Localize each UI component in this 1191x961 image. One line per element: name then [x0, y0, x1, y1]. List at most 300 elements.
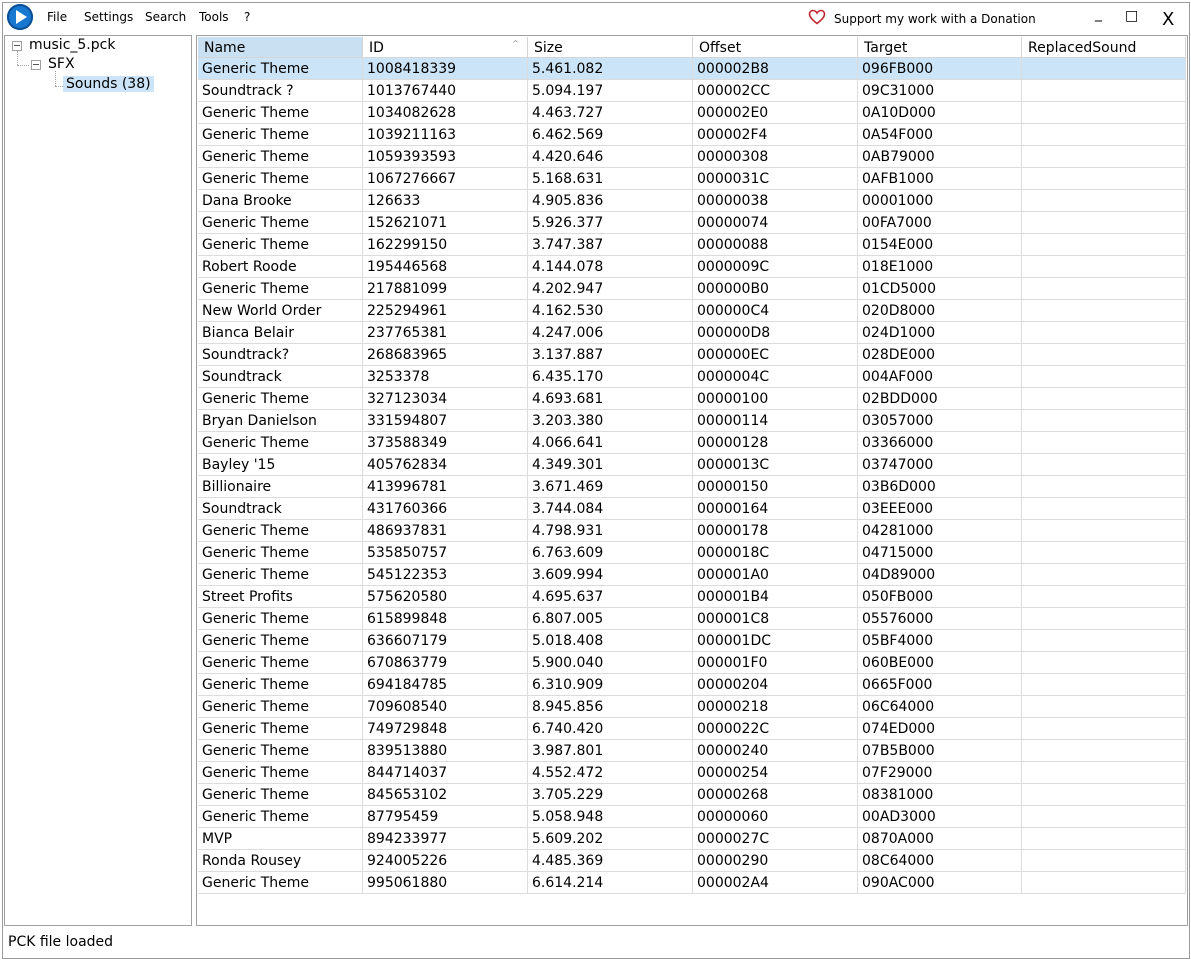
cell-id: 1039211163 [363, 124, 528, 146]
cell-name: Generic Theme [198, 102, 363, 124]
cell-id: 162299150 [363, 234, 528, 256]
cell-id: 839513880 [363, 740, 528, 762]
cell-offset: 0000022C [693, 718, 858, 740]
cell-size: 3.747.387 [528, 234, 693, 256]
table-row[interactable] [198, 630, 1186, 652]
table-row[interactable] [198, 520, 1186, 542]
cell-size: 5.900.040 [528, 652, 693, 674]
cell-offset: 0000004C [693, 366, 858, 388]
cell-id: 995061880 [363, 872, 528, 894]
cell-name: Soundtrack? [198, 344, 363, 366]
cell-offset: 00000114 [693, 410, 858, 432]
cell-id: 535850757 [363, 542, 528, 564]
cell-size: 5.609.202 [528, 828, 693, 850]
cell-target: 09C31000 [858, 80, 1022, 102]
cell-size: 4.066.641 [528, 432, 693, 454]
cell-id: 195446568 [363, 256, 528, 278]
cell-id: 545122353 [363, 564, 528, 586]
table-row[interactable] [198, 542, 1186, 564]
cell-target: 05576000 [858, 608, 1022, 630]
cell-size: 6.310.909 [528, 674, 693, 696]
cell-size: 4.349.301 [528, 454, 693, 476]
table-body [198, 58, 1186, 894]
cell-replacedsound [1022, 564, 1186, 586]
tree-item-sounds[interactable]: Sounds (38) [63, 76, 154, 92]
cell-offset: 00000060 [693, 806, 858, 828]
cell-replacedsound [1022, 256, 1186, 278]
cell-size: 5.926.377 [528, 212, 693, 234]
table-row[interactable] [198, 190, 1186, 212]
cell-id: 327123034 [363, 388, 528, 410]
cell-offset: 0000031C [693, 168, 858, 190]
cell-size: 5.168.631 [528, 168, 693, 190]
cell-replacedsound [1022, 80, 1186, 102]
cell-offset: 00000218 [693, 696, 858, 718]
cell-name: Bryan Danielson [198, 410, 363, 432]
cell-replacedsound [1022, 784, 1186, 806]
cell-id: 373588349 [363, 432, 528, 454]
cell-replacedsound [1022, 388, 1186, 410]
tree-item-root[interactable]: music_5.pck [29, 37, 116, 53]
cell-replacedsound [1022, 454, 1186, 476]
cell-target: 0A10D000 [858, 102, 1022, 124]
cell-id: 3253378 [363, 366, 528, 388]
cell-id: 1067276667 [363, 168, 528, 190]
cell-name: Generic Theme [198, 806, 363, 828]
cell-replacedsound [1022, 432, 1186, 454]
cell-offset: 000002E0 [693, 102, 858, 124]
cell-offset: 00000204 [693, 674, 858, 696]
cell-target: 02BDD000 [858, 388, 1022, 410]
cell-name: Street Profits [198, 586, 363, 608]
cell-name: Generic Theme [198, 564, 363, 586]
menu-search[interactable]: Search [145, 10, 187, 24]
cell-target: 08381000 [858, 784, 1022, 806]
cell-offset: 000000EC [693, 344, 858, 366]
cell-replacedsound [1022, 124, 1186, 146]
cell-target: 04281000 [858, 520, 1022, 542]
cell-offset: 000001F0 [693, 652, 858, 674]
tree-connector [55, 86, 63, 87]
cell-target: 07F29000 [858, 762, 1022, 784]
menu-settings[interactable]: Settings [84, 10, 134, 24]
table-row[interactable] [198, 432, 1186, 454]
cell-offset: 00000254 [693, 762, 858, 784]
cell-target: 00FA7000 [858, 212, 1022, 234]
sort-ascending-icon: ^ [512, 39, 519, 48]
cell-target: 03B6D000 [858, 476, 1022, 498]
column-header-name[interactable]: Name [198, 37, 363, 58]
cell-size: 8.945.856 [528, 696, 693, 718]
table-row[interactable] [198, 454, 1186, 476]
cell-size: 4.463.727 [528, 102, 693, 124]
cell-size: 3.137.887 [528, 344, 693, 366]
cell-offset: 00000100 [693, 388, 858, 410]
cell-id: 636607179 [363, 630, 528, 652]
cell-id: 894233977 [363, 828, 528, 850]
cell-name: Generic Theme [198, 784, 363, 806]
table-row[interactable] [198, 256, 1186, 278]
cell-replacedsound [1022, 344, 1186, 366]
cell-name: Generic Theme [198, 652, 363, 674]
donation-link[interactable] [808, 9, 1036, 28]
cell-id: 225294961 [363, 300, 528, 322]
cell-name: Generic Theme [198, 58, 363, 80]
cell-size: 6.462.569 [528, 124, 693, 146]
cell-name: Generic Theme [198, 124, 363, 146]
cell-name: Generic Theme [198, 278, 363, 300]
cell-offset: 00000128 [693, 432, 858, 454]
table-row[interactable] [198, 784, 1186, 806]
cell-name: Generic Theme [198, 872, 363, 894]
column-header-target[interactable]: Target [858, 37, 1022, 58]
cell-size: 6.435.170 [528, 366, 693, 388]
cell-id: 575620580 [363, 586, 528, 608]
cell-target: 01CD5000 [858, 278, 1022, 300]
cell-target: 06C64000 [858, 696, 1022, 718]
table-row[interactable] [198, 388, 1186, 410]
cell-size: 3.609.994 [528, 564, 693, 586]
cell-size: 6.614.214 [528, 872, 693, 894]
table-row[interactable] [198, 762, 1186, 784]
cell-name: Ronda Rousey [198, 850, 363, 872]
cell-target: 090AC000 [858, 872, 1022, 894]
cell-name: New World Order [198, 300, 363, 322]
table-row[interactable] [198, 586, 1186, 608]
cell-target: 0870A000 [858, 828, 1022, 850]
table-row[interactable] [198, 146, 1186, 168]
cell-name: Soundtrack [198, 498, 363, 520]
table-row[interactable] [198, 300, 1186, 322]
collapse-sfx-icon[interactable] [31, 60, 41, 70]
cell-size: 4.247.006 [528, 322, 693, 344]
cell-replacedsound [1022, 674, 1186, 696]
cell-target: 0154E000 [858, 234, 1022, 256]
cell-name: Billionaire [198, 476, 363, 498]
cell-target: 08C64000 [858, 850, 1022, 872]
cell-replacedsound [1022, 806, 1186, 828]
table-row[interactable] [198, 674, 1186, 696]
cell-id: 268683965 [363, 344, 528, 366]
cell-id: 237765381 [363, 322, 528, 344]
cell-id: 1013767440 [363, 80, 528, 102]
cell-name: Generic Theme [198, 674, 363, 696]
cell-name: Soundtrack [198, 366, 363, 388]
cell-name: Bianca Belair [198, 322, 363, 344]
cell-size: 5.018.408 [528, 630, 693, 652]
tree-view[interactable] [4, 35, 192, 926]
cell-target: 018E1000 [858, 256, 1022, 278]
cell-replacedsound [1022, 58, 1186, 80]
cell-target: 03057000 [858, 410, 1022, 432]
tree-connector [55, 71, 56, 86]
cell-offset: 000001C8 [693, 608, 858, 630]
cell-name: Generic Theme [198, 212, 363, 234]
cell-target: 096FB000 [858, 58, 1022, 80]
cell-id: 87795459 [363, 806, 528, 828]
table-row[interactable] [198, 498, 1186, 520]
cell-replacedsound [1022, 234, 1186, 256]
cell-size: 6.763.609 [528, 542, 693, 564]
cell-target: 03747000 [858, 454, 1022, 476]
cell-replacedsound [1022, 322, 1186, 344]
table-row[interactable] [198, 322, 1186, 344]
cell-offset: 00000308 [693, 146, 858, 168]
cell-id: 670863779 [363, 652, 528, 674]
cell-target: 024D1000 [858, 322, 1022, 344]
cell-name: Generic Theme [198, 168, 363, 190]
cell-name: Generic Theme [198, 630, 363, 652]
cell-replacedsound [1022, 740, 1186, 762]
column-header-replacedsound[interactable]: ReplacedSound [1022, 37, 1186, 58]
cell-target: 0A54F000 [858, 124, 1022, 146]
cell-id: 615899848 [363, 608, 528, 630]
cell-size: 3.203.380 [528, 410, 693, 432]
cell-replacedsound [1022, 696, 1186, 718]
table-row[interactable] [198, 234, 1186, 256]
cell-size: 4.162.530 [528, 300, 693, 322]
maximize-button[interactable]: □ [1125, 8, 1139, 24]
cell-target: 03366000 [858, 432, 1022, 454]
menu-tools[interactable]: Tools [199, 10, 229, 24]
tree-connector [17, 51, 18, 65]
cell-offset: 00000178 [693, 520, 858, 542]
cell-offset: 00000150 [693, 476, 858, 498]
tree-item-sfx[interactable]: SFX [48, 56, 75, 72]
status-text: PCK file loaded [8, 934, 114, 950]
table-row[interactable] [198, 212, 1186, 234]
cell-size: 4.905.836 [528, 190, 693, 212]
table-row[interactable] [198, 476, 1186, 498]
table-row[interactable] [198, 718, 1186, 740]
table-row[interactable] [198, 608, 1186, 630]
minimize-button[interactable]: _ [1095, 6, 1102, 22]
menu-file[interactable]: File [47, 10, 68, 24]
cell-replacedsound [1022, 410, 1186, 432]
cell-replacedsound [1022, 630, 1186, 652]
cell-id: 924005226 [363, 850, 528, 872]
cell-name: Generic Theme [198, 432, 363, 454]
cell-target: 004AF000 [858, 366, 1022, 388]
cell-offset: 00000290 [693, 850, 858, 872]
cell-offset: 000002B8 [693, 58, 858, 80]
cell-size: 3.987.801 [528, 740, 693, 762]
table-header [198, 37, 1186, 58]
cell-replacedsound [1022, 476, 1186, 498]
cell-size: 5.094.197 [528, 80, 693, 102]
cell-id: 845653102 [363, 784, 528, 806]
cell-id: 217881099 [363, 278, 528, 300]
table-row[interactable] [198, 124, 1186, 146]
cell-replacedsound [1022, 278, 1186, 300]
table-row[interactable] [198, 58, 1186, 80]
cell-name: Generic Theme [198, 608, 363, 630]
cell-offset: 00000088 [693, 234, 858, 256]
cell-size: 6.740.420 [528, 718, 693, 740]
cell-offset: 0000018C [693, 542, 858, 564]
table-row[interactable] [198, 806, 1186, 828]
cell-target: 05BF4000 [858, 630, 1022, 652]
cell-name: Generic Theme [198, 762, 363, 784]
cell-size: 4.420.646 [528, 146, 693, 168]
table-row[interactable] [198, 168, 1186, 190]
cell-replacedsound [1022, 762, 1186, 784]
sounds-table[interactable] [196, 35, 1188, 926]
table-row[interactable] [198, 740, 1186, 762]
cell-offset: 00000038 [693, 190, 858, 212]
table-row[interactable] [198, 652, 1186, 674]
status-bar [3, 928, 1188, 956]
cell-size: 4.144.078 [528, 256, 693, 278]
table-row[interactable] [198, 850, 1186, 872]
cell-replacedsound [1022, 366, 1186, 388]
cell-size: 4.798.931 [528, 520, 693, 542]
cell-size: 6.807.005 [528, 608, 693, 630]
cell-target: 060BE000 [858, 652, 1022, 674]
cell-offset: 000000C4 [693, 300, 858, 322]
cell-replacedsound [1022, 828, 1186, 850]
cell-replacedsound [1022, 850, 1186, 872]
cell-offset: 000000B0 [693, 278, 858, 300]
cell-id: 152621071 [363, 212, 528, 234]
cell-offset: 000002F4 [693, 124, 858, 146]
cell-offset: 00000164 [693, 498, 858, 520]
column-header-size[interactable]: Size [528, 37, 693, 58]
cell-name: MVP [198, 828, 363, 850]
cell-target: 00AD3000 [858, 806, 1022, 828]
cell-id: 331594807 [363, 410, 528, 432]
cell-replacedsound [1022, 168, 1186, 190]
tree-connector [17, 65, 29, 66]
cell-offset: 000001DC [693, 630, 858, 652]
cell-id: 126633 [363, 190, 528, 212]
table-row[interactable] [198, 696, 1186, 718]
table-row[interactable] [198, 410, 1186, 432]
column-header-id[interactable]: ID ^ [363, 37, 528, 58]
cell-target: 04715000 [858, 542, 1022, 564]
cell-offset: 0000013C [693, 454, 858, 476]
cell-name: Robert Roode [198, 256, 363, 278]
table-row[interactable] [198, 872, 1186, 894]
cell-target: 020D8000 [858, 300, 1022, 322]
cell-size: 5.058.948 [528, 806, 693, 828]
cell-id: 431760366 [363, 498, 528, 520]
cell-size: 4.485.369 [528, 850, 693, 872]
cell-offset: 00000240 [693, 740, 858, 762]
cell-id: 405762834 [363, 454, 528, 476]
cell-name: Generic Theme [198, 146, 363, 168]
heart-icon [808, 9, 826, 28]
cell-offset: 000002A4 [693, 872, 858, 894]
cell-replacedsound [1022, 586, 1186, 608]
cell-offset: 00000074 [693, 212, 858, 234]
cell-target: 0AB79000 [858, 146, 1022, 168]
cell-id: 749729848 [363, 718, 528, 740]
cell-name: Bayley '15 [198, 454, 363, 476]
cell-id: 413996781 [363, 476, 528, 498]
cell-name: Generic Theme [198, 718, 363, 740]
cell-target: 00001000 [858, 190, 1022, 212]
cell-replacedsound [1022, 190, 1186, 212]
donation-label: Support my work with a Donation [834, 11, 1036, 26]
cell-offset: 00000268 [693, 784, 858, 806]
cell-size: 4.552.472 [528, 762, 693, 784]
cell-size: 3.744.084 [528, 498, 693, 520]
collapse-root-icon[interactable] [12, 41, 22, 51]
table-row[interactable] [198, 564, 1186, 586]
cell-replacedsound [1022, 872, 1186, 894]
cell-replacedsound [1022, 300, 1186, 322]
menu-help[interactable]: ? [244, 10, 251, 24]
cell-offset: 000001B4 [693, 586, 858, 608]
cell-replacedsound [1022, 102, 1186, 124]
cell-replacedsound [1022, 212, 1186, 234]
cell-id: 486937831 [363, 520, 528, 542]
cell-offset: 0000027C [693, 828, 858, 850]
cell-size: 4.695.637 [528, 586, 693, 608]
cell-id: 844714037 [363, 762, 528, 784]
table-row[interactable] [198, 80, 1186, 102]
close-button[interactable]: X [1162, 9, 1175, 30]
cell-size: 3.705.229 [528, 784, 693, 806]
cell-target: 0AFB1000 [858, 168, 1022, 190]
cell-size: 5.461.082 [528, 58, 693, 80]
cell-offset: 000001A0 [693, 564, 858, 586]
cell-name: Soundtrack ? [198, 80, 363, 102]
cell-name: Dana Brooke [198, 190, 363, 212]
cell-target: 03EEE000 [858, 498, 1022, 520]
cell-size: 3.671.469 [528, 476, 693, 498]
table-row[interactable] [198, 366, 1186, 388]
cell-target: 074ED000 [858, 718, 1022, 740]
cell-target: 050FB000 [858, 586, 1022, 608]
cell-target: 04D89000 [858, 564, 1022, 586]
cell-replacedsound [1022, 608, 1186, 630]
cell-target: 028DE000 [858, 344, 1022, 366]
cell-replacedsound [1022, 520, 1186, 542]
cell-name: Generic Theme [198, 234, 363, 256]
cell-id: 694184785 [363, 674, 528, 696]
cell-size: 4.202.947 [528, 278, 693, 300]
cell-id: 709608540 [363, 696, 528, 718]
cell-replacedsound [1022, 146, 1186, 168]
cell-replacedsound [1022, 542, 1186, 564]
cell-name: Generic Theme [198, 542, 363, 564]
cell-name: Generic Theme [198, 388, 363, 410]
cell-id: 1059393593 [363, 146, 528, 168]
cell-replacedsound [1022, 718, 1186, 740]
cell-replacedsound [1022, 652, 1186, 674]
play-logo-icon [7, 4, 33, 30]
cell-name: Generic Theme [198, 740, 363, 762]
cell-id: 1008418339 [363, 58, 528, 80]
table-row[interactable] [198, 278, 1186, 300]
table-row[interactable] [198, 102, 1186, 124]
cell-name: Generic Theme [198, 520, 363, 542]
cell-size: 4.693.681 [528, 388, 693, 410]
cell-name: Generic Theme [198, 696, 363, 718]
cell-offset: 0000009C [693, 256, 858, 278]
table-row[interactable] [198, 344, 1186, 366]
table-row[interactable] [198, 828, 1186, 850]
column-header-offset[interactable]: Offset [693, 37, 858, 58]
cell-target: 07B5B000 [858, 740, 1022, 762]
cell-offset: 000002CC [693, 80, 858, 102]
cell-offset: 000000D8 [693, 322, 858, 344]
cell-target: 0665F000 [858, 674, 1022, 696]
cell-id: 1034082628 [363, 102, 528, 124]
cell-replacedsound [1022, 498, 1186, 520]
